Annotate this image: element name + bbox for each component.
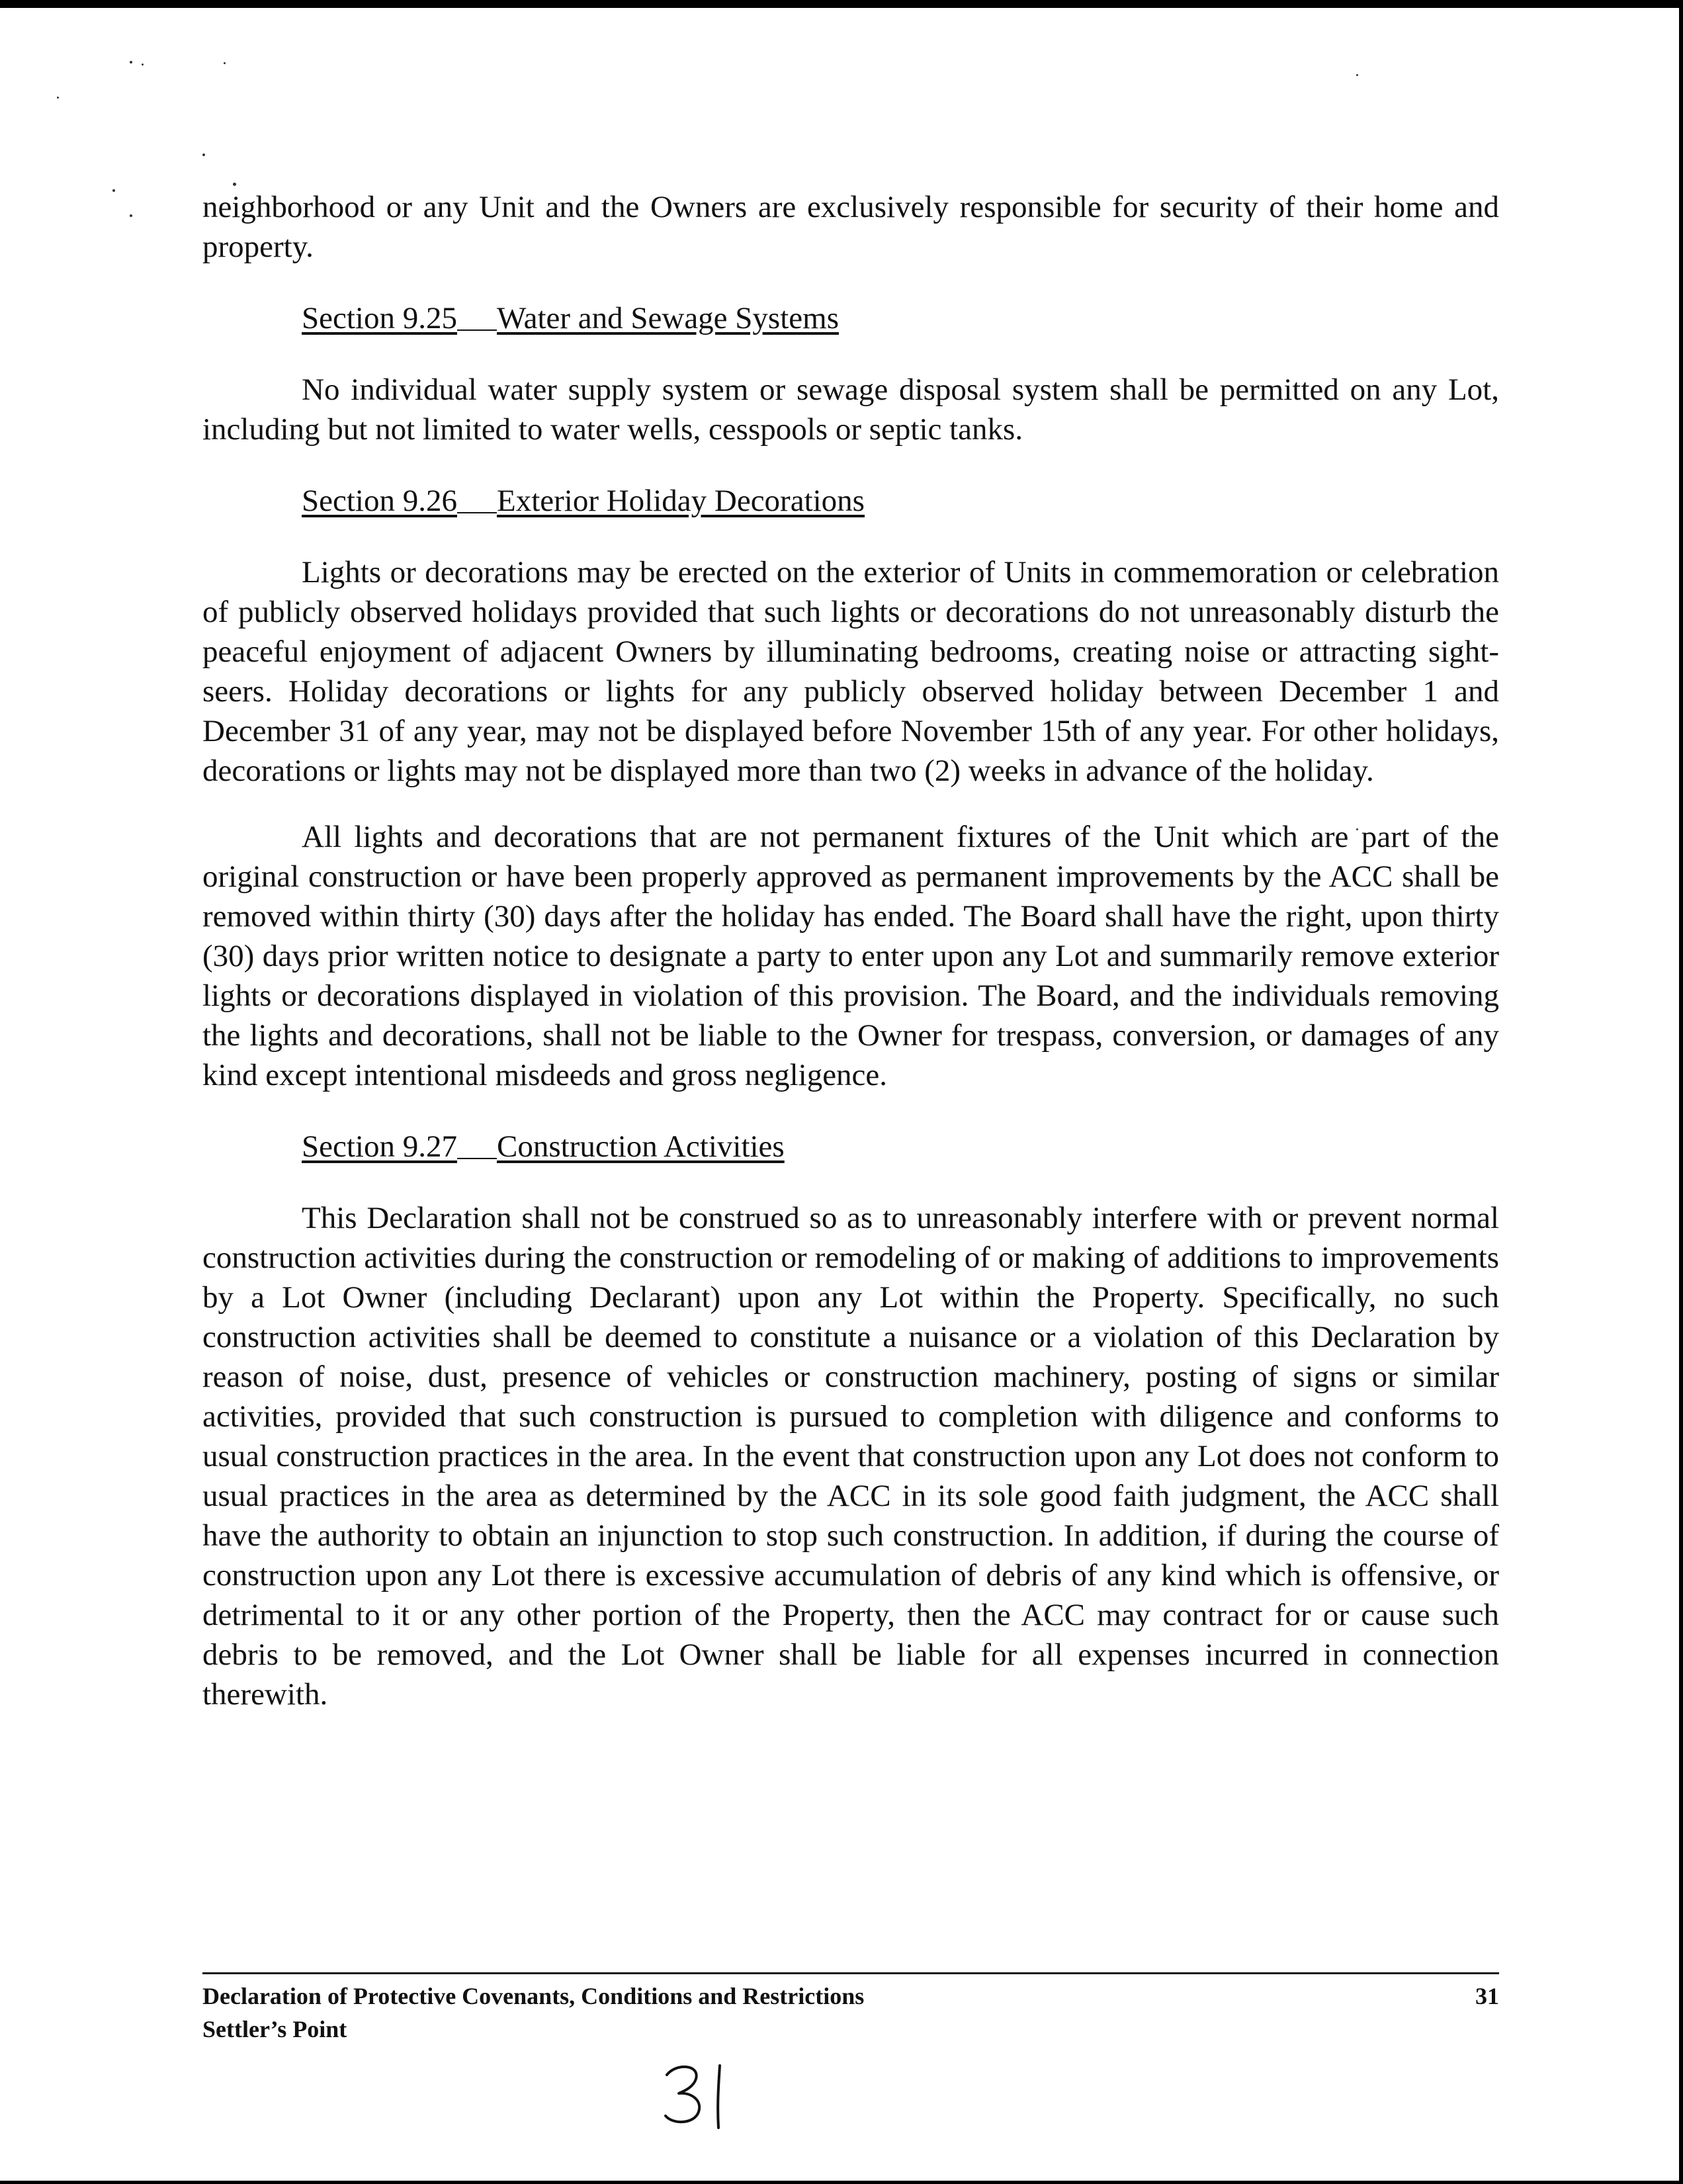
footer-subtitle: Settler’s Point	[202, 2016, 347, 2042]
section-heading-9-25	[302, 298, 1499, 338]
section-heading-9-27	[302, 1127, 1499, 1166]
section-9-27-paragraph: This Declaration shall not be construed so as to unreasonably interfere with or prevent normal construction activities during the construction or remodeling of or making of additions to improvements by a Lot Owner (including Declarant) upon any Lot within the Property. Specifically, no such construction activities shall be deemed to constitute a nuisance or a violation of this Declaration by reason of noise, dust, presence of vehicles or construction machinery, posting of signs or similar activities, provided that such construction is pursued to completion with diligence and conforms to usual construction practices in the area. In the event that construction upon any Lot does not conform to usual practices in the area as determined by the ACC in its sole good faith judgment, the ACC shall have the authority to obtain an injunction to stop such construction. In addition, if during the course of construction upon any Lot there is excessive accumulation of debris of any kind which is offensive, or detrimental to it or any other portion of the Property, then the ACC may contract for or cause such debris to be removed, and the Lot Owner shall be liable for all expenses incurred in connection therewith.	[202, 1201, 1499, 1712]
section-title: Exterior Holiday Decorations	[496, 484, 865, 518]
section-number: Section 9.27	[302, 1129, 457, 1164]
scan-speck	[224, 62, 226, 64]
scan-border-bottom	[0, 2181, 1683, 2184]
scan-speck	[57, 97, 59, 99]
scan-border-right	[1679, 0, 1683, 2184]
scan-speck	[202, 153, 205, 156]
handwritten-page-number	[662, 2059, 741, 2132]
scan-speck	[112, 189, 115, 192]
scan-speck	[142, 64, 144, 66]
scan-border-top	[0, 0, 1683, 8]
page-footer	[202, 1972, 1499, 2046]
section-9-26-paragraph-1: Lights or decorations may be erected on the exterior of Units in commemoration or celebration of publicly observed holidays provided that such lights or decorations do not unreasonably disturb the peaceful enjoyment of adjacent Owners by illuminating bedrooms, creating noise or attracting sight-seers. Holiday decorations or lights for any publicly observed holiday between December 1 and December 31 of any year, may not be displayed before November 15th of any year. For other holidays, decorations or lights may not be displayed more than two (2) weeks in advance of the holiday.	[202, 555, 1499, 788]
continuation-paragraph: neighborhood or any Unit and the Owners are exclusively responsible for security of their home and property.	[202, 190, 1499, 264]
scan-speck	[130, 61, 132, 64]
scan-speck	[233, 183, 236, 186]
document-body	[202, 187, 1499, 1714]
section-9-26-paragraph-2: All lights and decorations that are not permanent fixtures of the Unit which are part of the original construction or have been properly approved as permanent improvements by the ACC shall be removed within thirty (30) days after the holiday has ended. The Board shall have the right, upon thirty (30) days prior written notice to designate a party to enter upon any Lot and summarily remove exterior lights or decorations displayed in violation of this provision. The Board, and the individuals removing the lights and decorations, shall not be liable to the Owner for trespass, conversion, or damages of any kind except intentional misdeeds and gross negligence.	[202, 820, 1499, 1092]
footer-page-number: 31	[1475, 1983, 1499, 2009]
section-title: Construction Activities	[496, 1129, 785, 1164]
footer-title: Declaration of Protective Covenants, Conditions and Restrictions	[202, 1983, 865, 2009]
scan-speck	[130, 214, 132, 217]
section-heading-9-26	[302, 481, 1499, 521]
section-number: Section 9.26	[302, 484, 457, 518]
section-9-25-paragraph: No individual water supply system or sewage disposal system shall be permitted on any Lot, including but not limited to water wells, cesspools or septic tanks.	[202, 372, 1499, 447]
scan-speck	[1356, 74, 1358, 76]
section-number: Section 9.25	[302, 301, 457, 335]
section-title: Water and Sewage Systems	[496, 301, 839, 335]
